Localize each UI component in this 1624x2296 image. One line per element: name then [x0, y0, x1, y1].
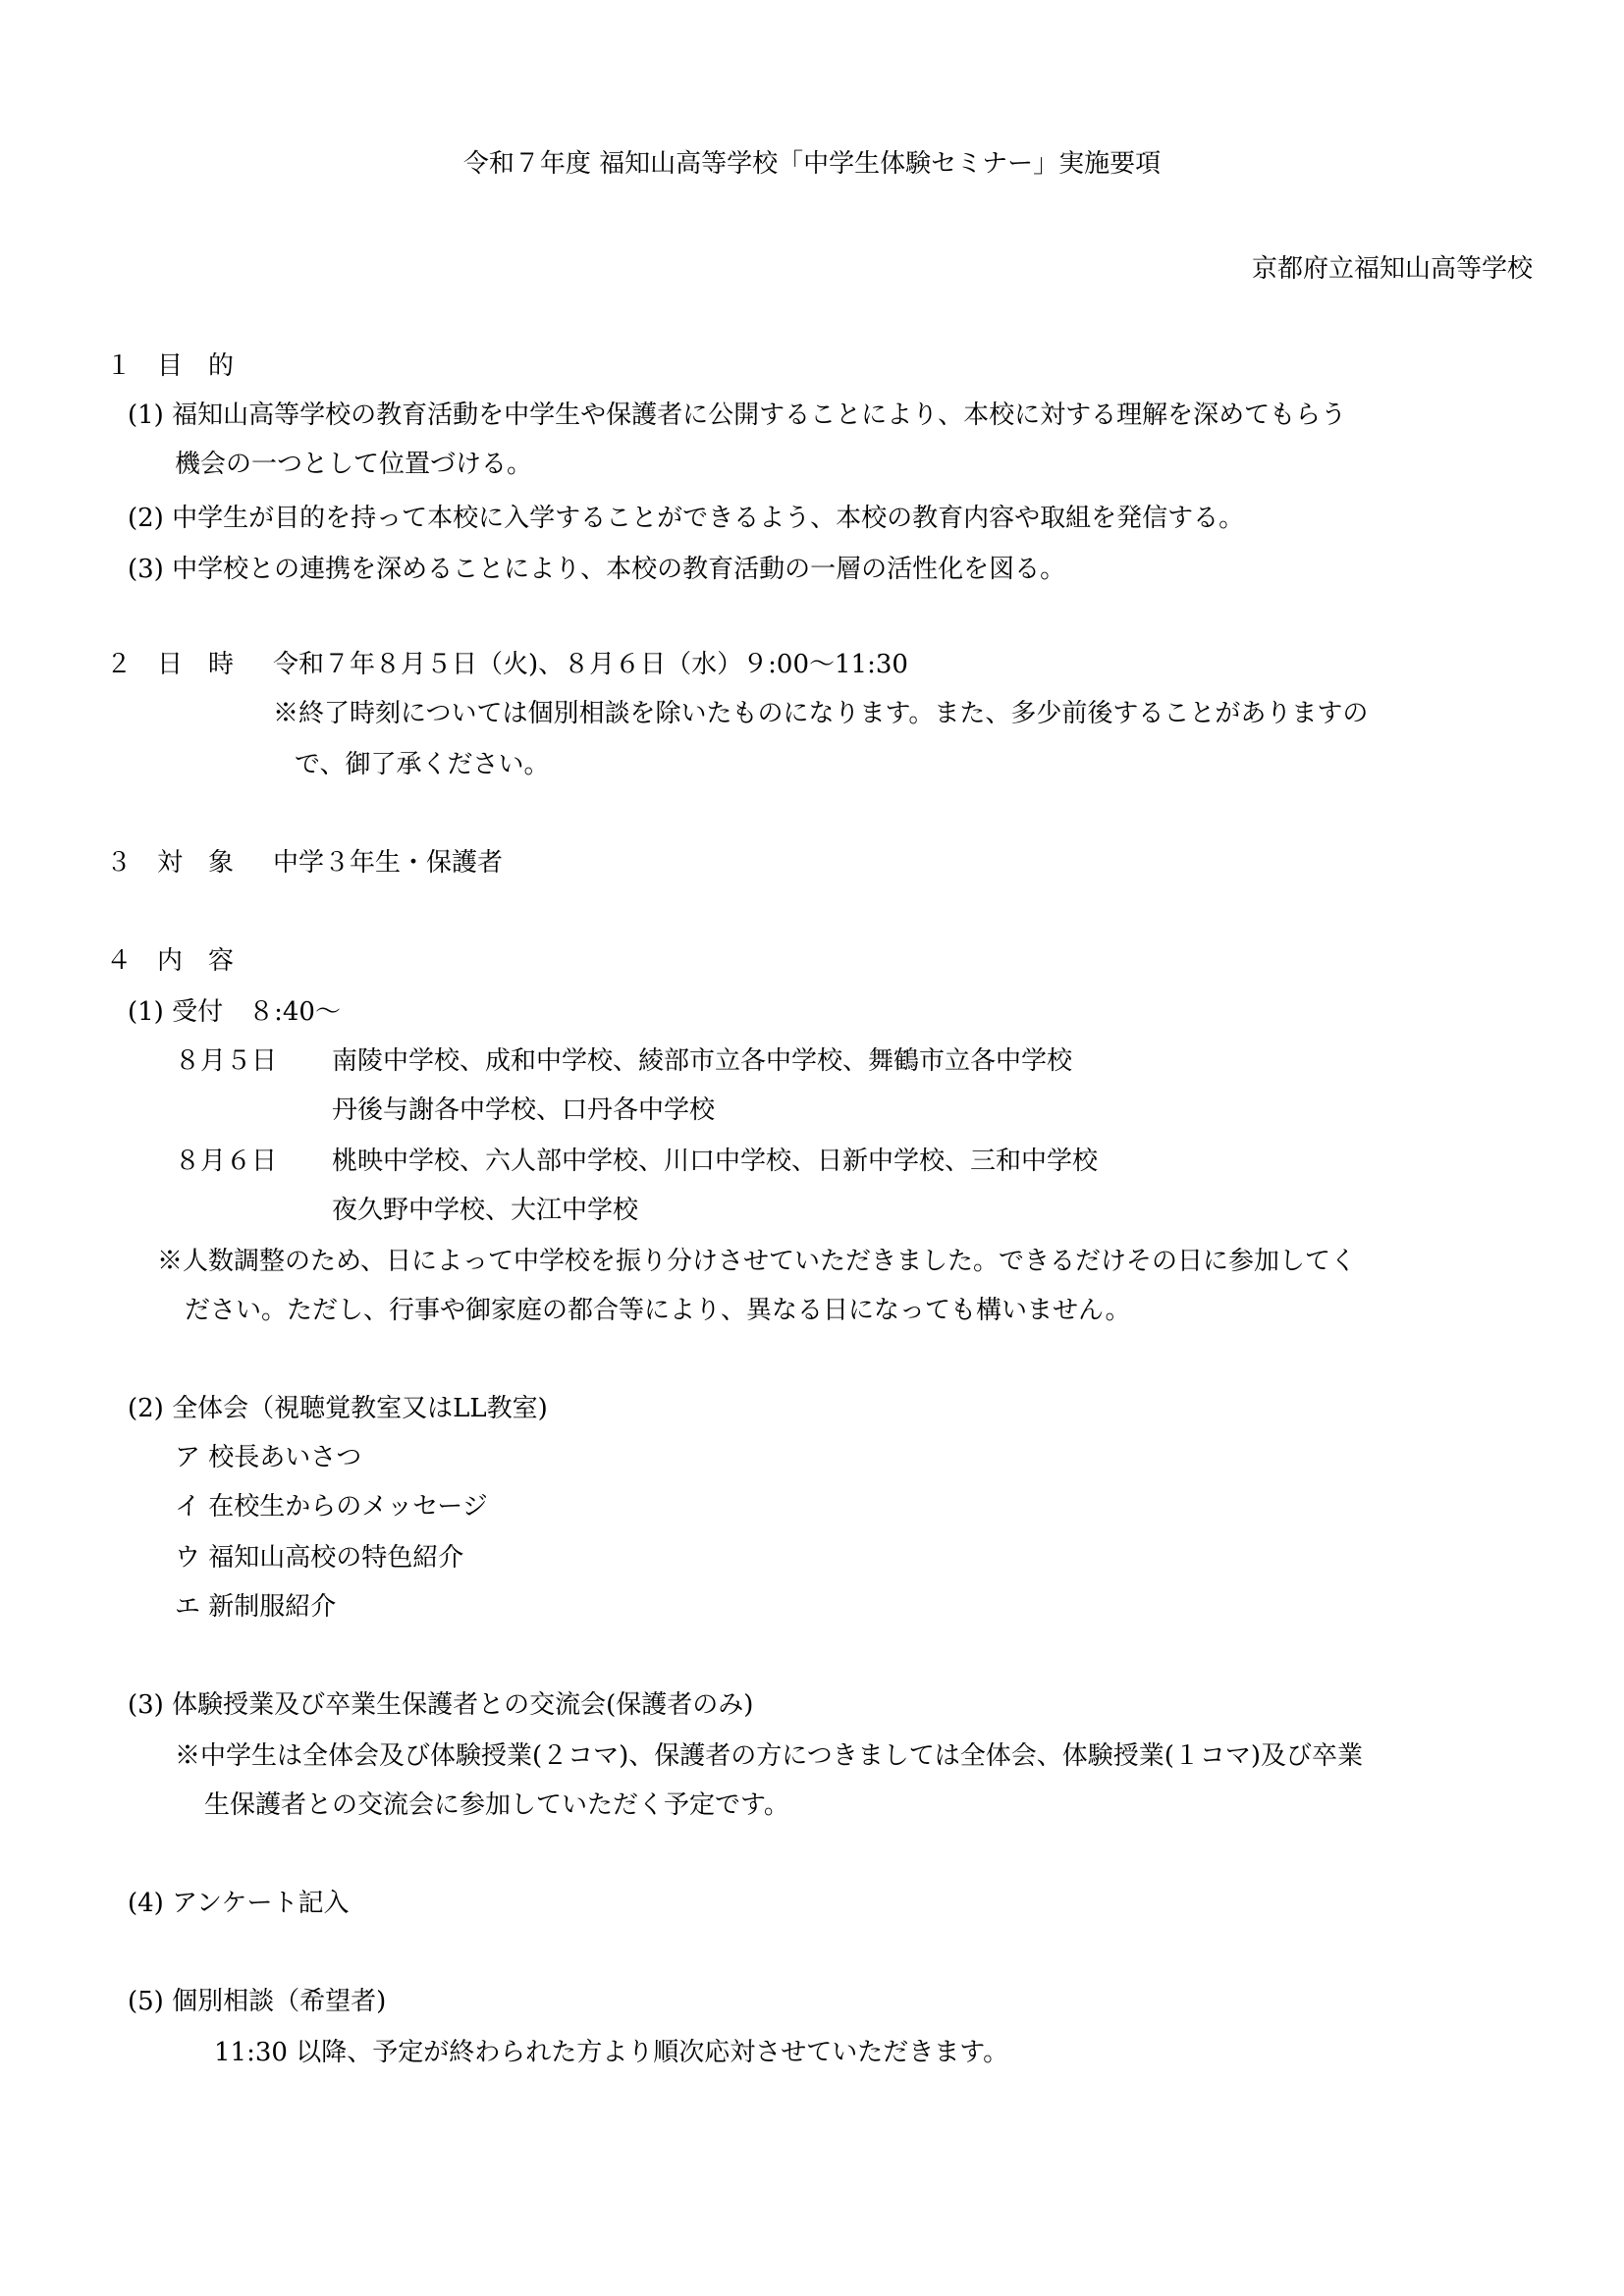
trial-class-note-line-1: ※中学生は全体会及び体験授業(２コマ)、保護者の方につきましては全体会、体験授業(１コマ)及び卒業: [175, 1741, 1364, 1771]
section-heading-target: ３ 対 象: [106, 848, 235, 878]
datetime-note-line-2: で、御了承ください。: [295, 750, 550, 779]
reception-note-line-1: ※人数調整のため、日によって中学校を振り分けさせていただきました。できるだけその日に参加してく: [157, 1247, 1356, 1276]
assembly-item-4: エ 新制服紹介: [175, 1592, 337, 1622]
target-value: 中学３年生・保護者: [273, 848, 504, 878]
author-line: 京都府立福知山高等学校: [1251, 254, 1533, 284]
datetime-value: 令和７年８月５日（火)、８月６日（水）９:00～11:30: [273, 650, 908, 679]
datetime-note-line-1: ※終了時刻については個別相談を除いたものになります。また、多少前後することがありますの: [273, 699, 1369, 728]
reception-day2-schools-1: 桃映中学校、六人部中学校、川口中学校、日新中学校、三和中学校: [332, 1147, 1099, 1176]
survey-label: (4) アンケート記入: [128, 1889, 350, 1918]
assembly-item-2: イ 在校生からのメッセージ: [175, 1492, 488, 1522]
section-heading-datetime: ２ 日 時: [106, 650, 235, 679]
purpose-item-1-cont: 機会の一つとして位置づける。: [175, 450, 533, 479]
document-title: 令和７年度 福知山高等学校「中学生体験セミナー」実施要項: [462, 149, 1162, 179]
assembly-label: (2) 全体会（視聴覚教室又はLL教室): [128, 1394, 548, 1423]
reception-day2-date: ８月６日: [175, 1147, 278, 1176]
assembly-item-1: ア 校長あいさつ: [175, 1443, 362, 1472]
reception-day1-schools-1: 南陵中学校、成和中学校、綾部市立各中学校、舞鶴市立各中学校: [332, 1046, 1073, 1076]
trial-class-note-line-2: 生保護者との交流会に参加していただく予定です。: [204, 1790, 789, 1820]
reception-day1-schools-2: 丹後与謝各中学校、口丹各中学校: [332, 1095, 716, 1125]
consultation-label: (5) 個別相談（希望者): [128, 1987, 387, 2016]
reception-note-line-2: ださい。ただし、行事や御家庭の都合等により、異なる日になっても構いません。: [185, 1296, 1131, 1325]
purpose-item-3: (3) 中学校との連携を深めることにより、本校の教育活動の一層の活性化を図る。: [128, 555, 1066, 584]
section-heading-purpose: １ 目 的: [106, 351, 235, 381]
reception-day2-schools-2: 夜久野中学校、大江中学校: [332, 1196, 639, 1225]
trial-class-label: (3) 体験授業及び卒業生保護者との交流会(保護者のみ): [128, 1690, 754, 1720]
purpose-item-1: (1) 福知山高等学校の教育活動を中学生や保護者に公開することにより、本校に対する理解を深めてもらう: [128, 400, 1347, 430]
reception-day1-date: ８月５日: [175, 1046, 278, 1076]
assembly-item-3: ウ 福知山高校の特色紹介: [175, 1543, 464, 1573]
reception-label: (1) 受付 ８:40～: [128, 997, 341, 1027]
consultation-text: 11:30 以降、予定が終わられた方より順次応対させていただきます。: [214, 2038, 1009, 2067]
purpose-item-2: (2) 中学生が目的を持って本校に入学することができるよう、本校の教育内容や取組を発信する。: [128, 504, 1245, 533]
section-heading-content: ４ 内 容: [106, 946, 235, 976]
